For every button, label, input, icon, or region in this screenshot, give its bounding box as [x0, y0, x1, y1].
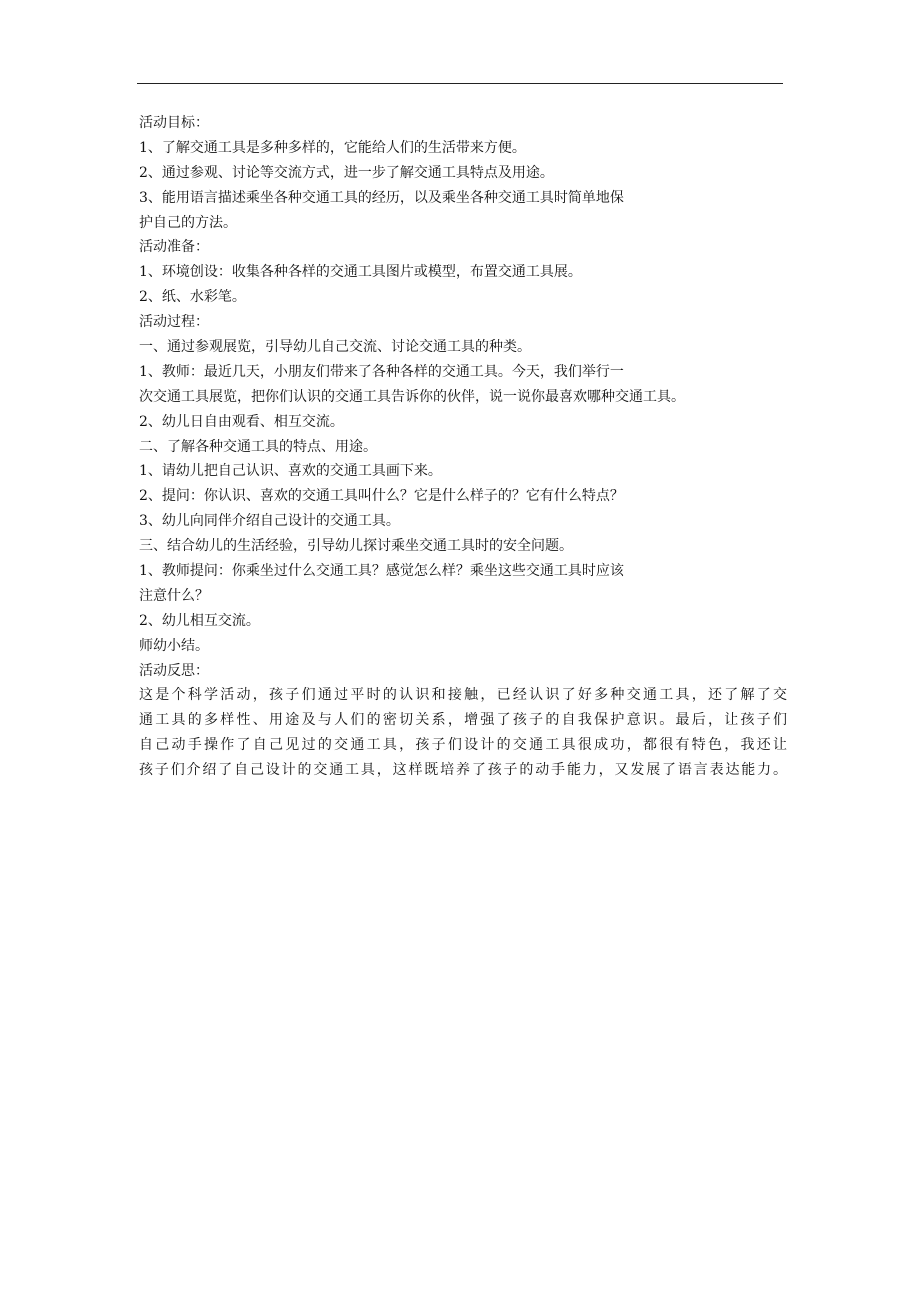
reflection-line: 孩子们介绍了自己设计的交通工具，这样既培养了孩子的动手能力，又发展了语言表达能力。	[139, 762, 787, 779]
section-heading-preparation: 活动准备：	[139, 239, 209, 256]
text-line: 2、幼儿相互交流。	[139, 612, 260, 629]
section-heading-reflection: 活动反思：	[139, 662, 209, 679]
reflection-line: 自己动手操作了自己见过的交通工具，孩子们设计的交通工具很成功，都很有特色，我还让	[139, 737, 787, 754]
text-line: 三、结合幼儿的生活经验，引导幼儿探讨乘坐交通工具时的安全问题。	[139, 538, 573, 555]
text-line: 一、通过参观展览，引导幼儿自己交流、讨论交通工具的种类。	[139, 339, 531, 356]
text-line: 3、幼儿向同伴介绍自己设计的交通工具。	[139, 513, 400, 530]
reflection-paragraph	[139, 683, 787, 783]
text-line: 师幼小结。	[139, 637, 209, 654]
text-line: 2、提问：你认识、喜欢的交通工具叫什么？它是什么样子的？它有什么特点？	[139, 488, 624, 505]
text-line: 1、教师提问：你乘坐过什么交通工具？感觉怎么样？乘坐这些交通工具时应该	[139, 563, 624, 580]
text-line: 1、教师：最近几天，小朋友们带来了各种各样的交通工具。今天，我们举行一	[139, 363, 624, 380]
section-heading-goals: 活动目标：	[139, 115, 209, 131]
text-line: 3、能用语言描述乘坐各种交通工具的经历，以及乘坐各种交通工具时简单地保	[139, 189, 624, 206]
reflection-line: 这是个科学活动，孩子们通过平时的认识和接触，已经认识了好多种交通工具，还了解了交	[139, 687, 787, 704]
text-line: 注意什么？	[139, 587, 209, 604]
text-line: 二、了解各种交通工具的特点、用途。	[139, 438, 377, 455]
text-line: 1、环境创设：收集各种各样的交通工具图片或模型，布置交通工具展。	[139, 264, 582, 281]
text-line: 2、通过参观、讨论等交流方式，进一步了解交通工具特点及用途。	[139, 164, 554, 181]
text-line: 2、纸、水彩笔。	[139, 289, 246, 306]
document-body	[139, 111, 787, 783]
reflection-line: 通工具的多样性、用途及与人们的密切关系，增强了孩子的自我保护意识。最后，让孩子们	[139, 712, 787, 729]
header-rule	[137, 83, 783, 84]
text-line: 1、请幼儿把自己认识、喜欢的交通工具画下来。	[139, 463, 442, 480]
text-line: 次交通工具展览，把你们认识的交通工具告诉你的伙伴，说一说你最喜欢哪种交通工具。	[139, 388, 685, 405]
text-line: 2、幼儿日自由观看、相互交流。	[139, 413, 344, 430]
section-heading-process: 活动过程：	[139, 314, 209, 331]
text-line: 护自己的方法。	[139, 214, 237, 231]
text-line: 1、了解交通工具是多种多样的，它能给人们的生活带来方便。	[139, 139, 526, 156]
